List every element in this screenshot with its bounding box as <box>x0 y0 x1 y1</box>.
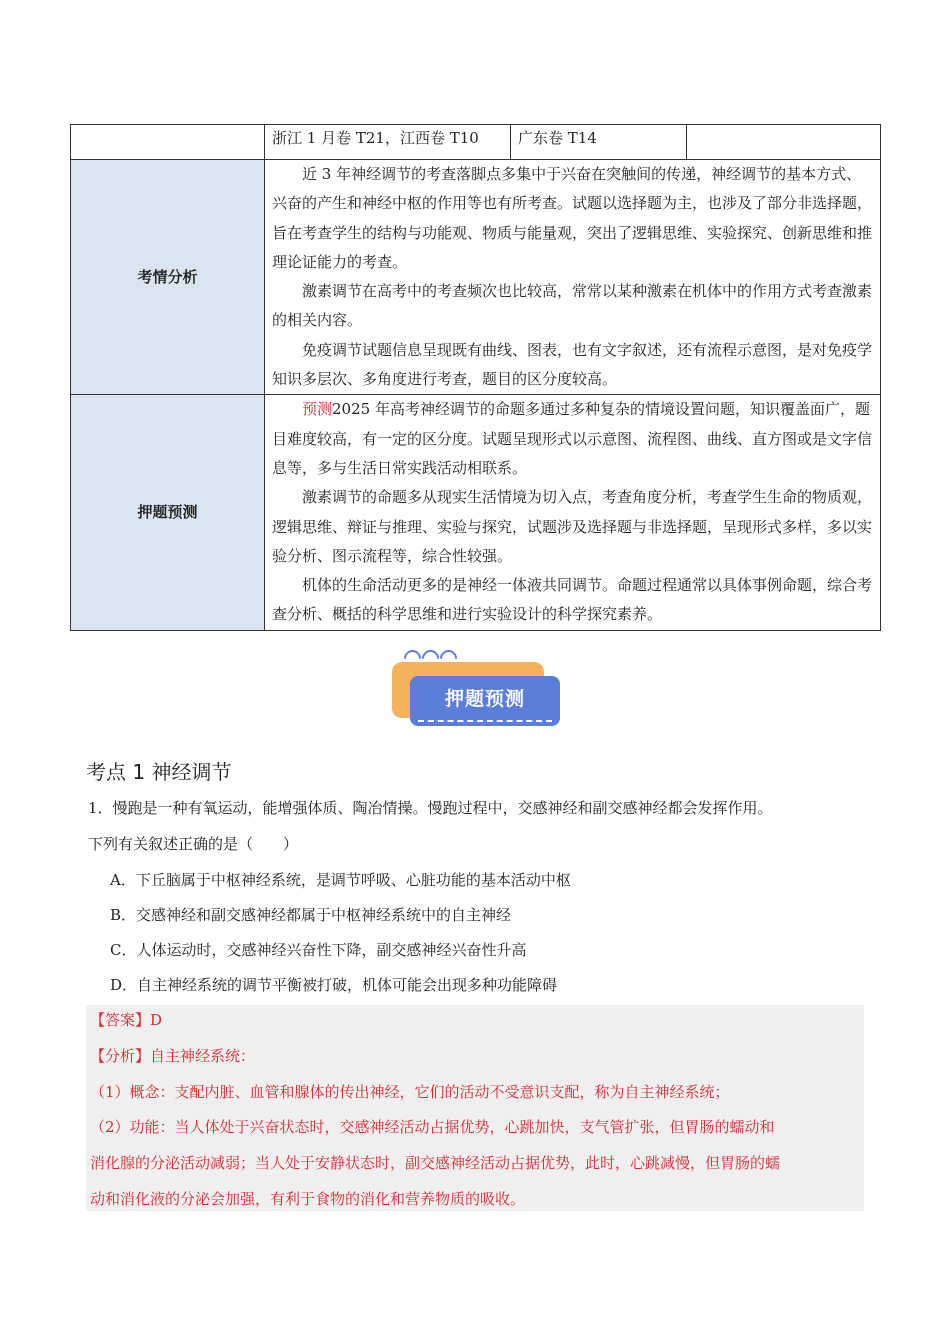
question-stem: 1．慢跑是一种有氧运动，能增强体质、陶冶情操。慢跑过程中，交感神经和副交感神经都会发挥作用。 <box>88 799 773 817</box>
option-a: A．下丘脑属于中枢神经系统，是调节呼吸、心脏功能的基本活动中枢 <box>110 871 571 889</box>
analysis-header: 考情分析 <box>71 160 265 395</box>
table-cell-exam-a: 浙江 1 月卷 T21，江西卷 T10 <box>265 125 511 160</box>
prediction-header: 押题预测 <box>71 395 265 630</box>
option-b: B．交感神经和副交感神经都属于中枢神经系统中的自主神经 <box>110 906 512 924</box>
analysis-paragraph: 激素调节在高考中的考查频次也比较高，常常以某种激素在机体中的作用方式考查激素的相关内容。 <box>272 282 873 330</box>
table-row <box>71 125 881 160</box>
table-cell-exam-b: 广东卷 T14 <box>511 125 687 160</box>
analysis-line: （2）功能：当人体处于兴奋状态时，交感神经活动占据优势，心跳加快，支气管扩张，但胃肠的蠕动和 <box>90 1118 775 1136</box>
analysis-paragraph: 近 3 年神经调节的考查落脚点多集中于兴奋在突触间的传递，神经调节的基本方式、兴奋的产生和神经中枢的作用等也有所考查。试题以选择题为主，也涉及了部分非选择题，旨在考查学生的结构与功能观、物质与能量观，突出了逻辑思维、实验探究、创新思维和推理论证能力的考查。 <box>272 165 873 271</box>
prediction-paragraph: 激素调节的命题多从现实生活情境为切入点，考查角度分析，考查学生生命的物质观，逻辑思维、辩证与推理、实验与探究，试题涉及选择题与非选择题，呈现形式多样，多以实验分析、图示流程等，综合性较强。 <box>272 488 873 565</box>
table-cell-exam-c <box>687 125 881 160</box>
option-d: D．自主神经系统的调节平衡被打破，机体可能会出现多种功能障碍 <box>110 976 558 994</box>
table-cell-empty <box>71 125 265 160</box>
answer-line: 【答案】D <box>90 1011 163 1029</box>
analysis-line: 【分析】自主神经系统： <box>90 1047 256 1065</box>
banner-label: 押题预测 <box>444 688 525 710</box>
prediction-paragraph <box>272 395 873 483</box>
table-row-prediction <box>71 395 881 630</box>
question-prompt: 下列有关叙述正确的是（ ） <box>88 835 299 853</box>
prediction-highlight: 预测 <box>302 400 333 419</box>
section-title: 考点 1 神经调节 <box>86 760 232 784</box>
section-banner <box>392 650 562 732</box>
analysis-line: 消化腺的分泌活动减弱；当人处于安静状态时，副交感神经活动占据优势，此时，心跳减慢，但胃肠的蠕 <box>90 1154 781 1172</box>
prediction-content <box>265 395 881 630</box>
answer-box <box>86 1005 864 1211</box>
option-c: C．人体运动时，交感神经兴奋性下降，副交感神经兴奋性升高 <box>110 941 527 959</box>
exam-analysis-table <box>70 124 881 631</box>
prediction-text: 2025 年高考神经调节的命题多通过多种复杂的情境设置问题，知识覆盖面广，题目难度较高，有一定的区分度。试题呈现形式以示意图、流程图、曲线、直方图或是文字信息等，多与生活日常实践活动相联系。 <box>272 400 873 477</box>
analysis-paragraph: 免疫调节试题信息呈现既有曲线、图表，也有文字叙述，还有流程示意图，是对免疫学知识多层次、多角度进行考查，题目的区分度较高。 <box>272 340 873 389</box>
analysis-line: 动和消化液的分泌会加强，有利于食物的消化和营养物质的吸收。 <box>90 1190 526 1208</box>
analysis-content <box>265 160 881 395</box>
analysis-line: （1）概念：支配内脏、血管和腺体的传出神经，它们的活动不受意识支配，称为自主神经系统； <box>90 1083 730 1101</box>
table-row-analysis <box>71 160 881 395</box>
prediction-paragraph: 机体的生命活动更多的是神经一体液共同调节。命题过程通常以具体事例命题，综合考查分析、概括的科学思维和进行实验设计的科学探究素养。 <box>272 576 873 624</box>
banner-dashed-line <box>418 720 552 722</box>
